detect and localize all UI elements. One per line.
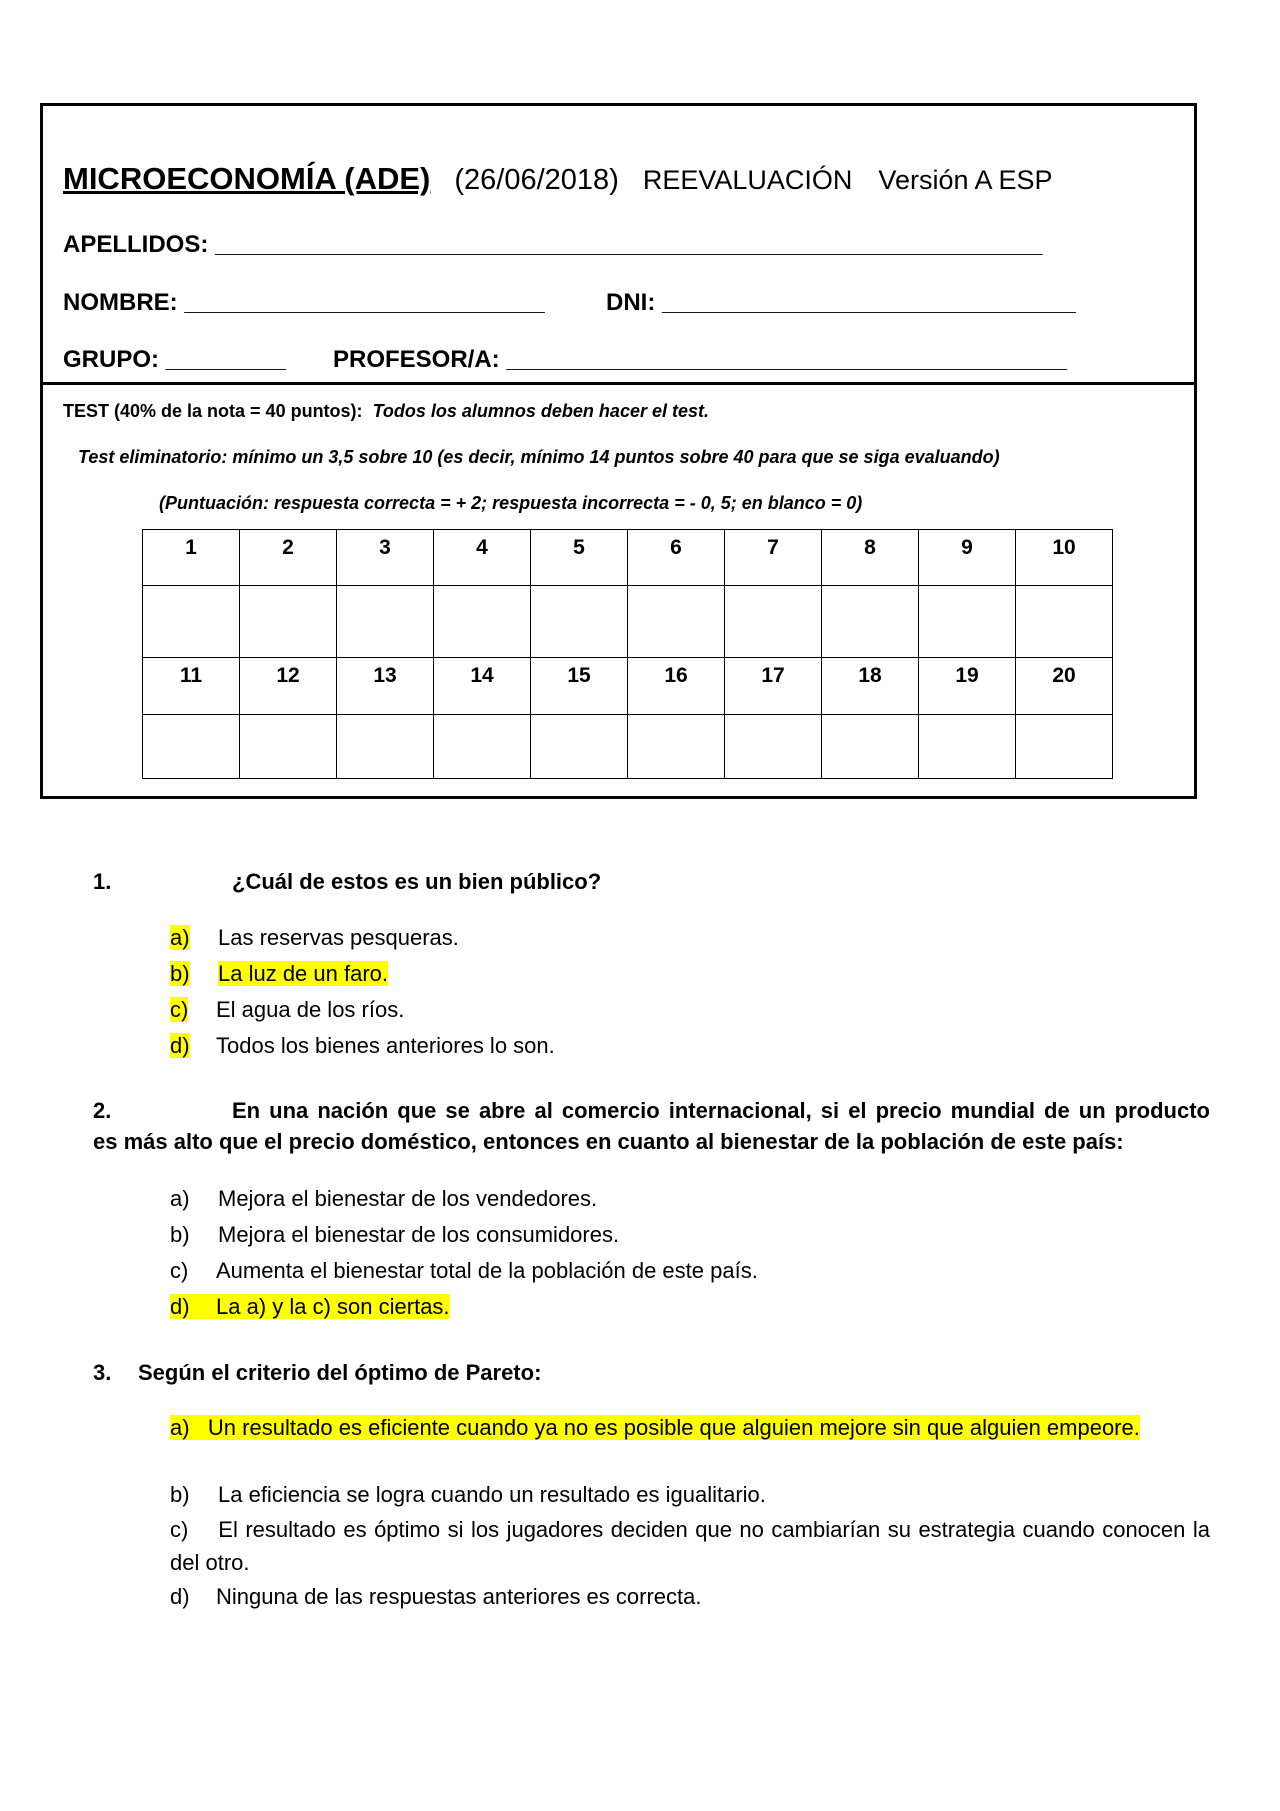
- option-letter: a): [170, 925, 190, 950]
- exam-title-line: [63, 161, 1053, 197]
- option-letter: a): [170, 1186, 190, 1211]
- grid-number: 4: [434, 530, 531, 586]
- grid-number: 7: [725, 530, 822, 586]
- option-letter: d): [170, 1294, 190, 1319]
- grid-number: 15: [531, 658, 628, 715]
- answer-cell[interactable]: [628, 586, 725, 658]
- grid-number: 1: [143, 530, 240, 586]
- dni-field[interactable]: DNI: _______________________________: [606, 289, 1076, 316]
- course-title: MICROECONOMÍA (ADE): [63, 161, 431, 196]
- answer-grid-answers-row-2: [143, 715, 1113, 779]
- test-eliminatorio: [78, 447, 1000, 468]
- answer-cell[interactable]: [822, 586, 919, 658]
- grid-number: 10: [1016, 530, 1113, 586]
- answer-cell[interactable]: [919, 586, 1016, 658]
- option-letter: c): [170, 1517, 189, 1542]
- question-text-line-1: En una nación que se abre al comercio internacional, si el precio mundial de un producto: [232, 1098, 1210, 1123]
- question-text: ¿Cuál de estos es un bien público?: [232, 869, 602, 894]
- grid-number: 13: [337, 658, 434, 715]
- test-intro-italic: Todos los alumnos deben hacer el test.: [372, 401, 709, 421]
- option-letter: b): [170, 1482, 190, 1507]
- exam-date: (26/06/2018): [454, 164, 619, 196]
- grid-number: 11: [143, 658, 240, 715]
- answer-cell[interactable]: [240, 586, 337, 658]
- answer-cell[interactable]: [628, 715, 725, 779]
- grid-number: 12: [240, 658, 337, 715]
- puntuacion-text: (Puntuación: respuesta correcta = + 2; respuesta incorrecta = - 0, 5; en blanco = 0): [159, 493, 863, 513]
- question-number: 1.: [93, 869, 112, 894]
- option-2b: [170, 1221, 619, 1249]
- option-letter: a): [170, 1415, 190, 1440]
- option-3d: [170, 1583, 701, 1611]
- grid-number: 3: [337, 530, 434, 586]
- option-text: Todos los bienes anteriores lo son.: [216, 1033, 555, 1058]
- grid-number: 8: [822, 530, 919, 586]
- answer-cell[interactable]: [337, 715, 434, 779]
- grupo-field[interactable]: GRUPO: _________: [63, 346, 286, 373]
- answer-cell[interactable]: [531, 586, 628, 658]
- option-text: Mejora el bienestar de los consumidores.: [218, 1222, 620, 1247]
- profesor-field[interactable]: PROFESOR/A: __________________________________________: [333, 346, 1067, 373]
- option-1b: [170, 960, 388, 988]
- option-3c: [170, 1513, 1210, 1579]
- question-number: 3.: [93, 1360, 112, 1385]
- answer-cell[interactable]: [822, 715, 919, 779]
- option-text: Ninguna de las respuestas anteriores es correcta.: [216, 1584, 702, 1609]
- exam-version: Versión A ESP: [878, 165, 1053, 195]
- option-text: La eficiencia se logra cuando un resultado es igualitario.: [218, 1482, 766, 1507]
- answer-cell[interactable]: [725, 586, 822, 658]
- option-letter: b): [170, 1222, 190, 1247]
- option-2a: [170, 1185, 597, 1213]
- answer-grid: [142, 529, 1113, 779]
- answer-cell[interactable]: [1016, 715, 1113, 779]
- option-letter: d): [170, 1033, 190, 1058]
- grid-number: 2: [240, 530, 337, 586]
- answer-grid-answers-row-1: [143, 586, 1113, 658]
- question-3: [93, 1357, 1193, 1388]
- option-3a: [170, 1411, 1210, 1444]
- option-letter: b): [170, 961, 190, 986]
- option-letter: c): [170, 1258, 189, 1283]
- grid-number: 14: [434, 658, 531, 715]
- test-intro: [63, 401, 709, 422]
- question-1: [93, 866, 1193, 897]
- answer-cell[interactable]: [434, 586, 531, 658]
- question-number: 2.: [93, 1098, 112, 1123]
- option-text: Un resultado es eficiente cuando ya no es posible que alguien mejore sin que alguien empeore.: [207, 1415, 1140, 1440]
- grid-number: 17: [725, 658, 822, 715]
- option-1a: [170, 924, 459, 952]
- question-text: Según el criterio del óptimo de Pareto:: [138, 1360, 542, 1385]
- question-text-line-2: es más alto que el precio doméstico, entonces en cuanto al bienestar de la población de este país:: [93, 1129, 1124, 1154]
- answer-cell[interactable]: [143, 586, 240, 658]
- option-text: El resultado es óptimo si los jugadores deciden que no cambiarían su estrategia cuando conocen la del otro.: [170, 1517, 1210, 1575]
- test-intro-bold: TEST (40% de la nota = 40 puntos):: [63, 401, 363, 421]
- option-letter: c): [170, 997, 189, 1022]
- grid-number: 18: [822, 658, 919, 715]
- grid-number: 20: [1016, 658, 1113, 715]
- header-divider: [43, 382, 1194, 385]
- grid-number: 19: [919, 658, 1016, 715]
- option-text: La a) y la c) son ciertas.: [216, 1294, 450, 1319]
- answer-cell[interactable]: [434, 715, 531, 779]
- question-2: [93, 1095, 1210, 1157]
- exam-type: REEVALUACIÓN: [642, 165, 853, 195]
- option-3a-highlight: [170, 1415, 1140, 1440]
- option-3b: [170, 1481, 766, 1509]
- answer-cell[interactable]: [337, 586, 434, 658]
- grid-number: 5: [531, 530, 628, 586]
- eliminatorio-text: Test eliminatorio: mínimo un 3,5 sobre 10 (es decir, mínimo 14 puntos sobre 40 para que se siga evaluando): [78, 447, 1000, 467]
- option-text: El agua de los ríos.: [216, 997, 405, 1022]
- option-1c: [170, 996, 404, 1024]
- answer-grid-numbers-row-2: [143, 658, 1113, 715]
- answer-cell[interactable]: [531, 715, 628, 779]
- answer-cell[interactable]: [143, 715, 240, 779]
- answer-cell[interactable]: [1016, 586, 1113, 658]
- option-2d-highlight: [170, 1294, 450, 1319]
- answer-cell[interactable]: [725, 715, 822, 779]
- option-text: Aumenta el bienestar total de la población de este país.: [216, 1258, 758, 1283]
- option-letter: d): [170, 1584, 190, 1609]
- test-puntuacion: [159, 493, 862, 514]
- option-text: Mejora el bienestar de los vendedores.: [218, 1186, 598, 1211]
- nombre-field[interactable]: NOMBRE: ___________________________: [63, 289, 545, 316]
- option-2c: [170, 1257, 758, 1285]
- option-text: La luz de un faro.: [218, 961, 389, 986]
- grid-number: 16: [628, 658, 725, 715]
- option-1d: [170, 1032, 555, 1060]
- option-text: Las reservas pesqueras.: [218, 925, 459, 950]
- answer-grid-numbers-row-1: [143, 530, 1113, 586]
- grid-number: 6: [628, 530, 725, 586]
- answer-cell[interactable]: [240, 715, 337, 779]
- exam-header-box: [40, 103, 1197, 799]
- answer-cell[interactable]: [919, 715, 1016, 779]
- grid-number: 9: [919, 530, 1016, 586]
- option-2d: [170, 1293, 450, 1321]
- apellidos-field[interactable]: APELLIDOS: ______________________________________________________________: [63, 231, 1043, 258]
